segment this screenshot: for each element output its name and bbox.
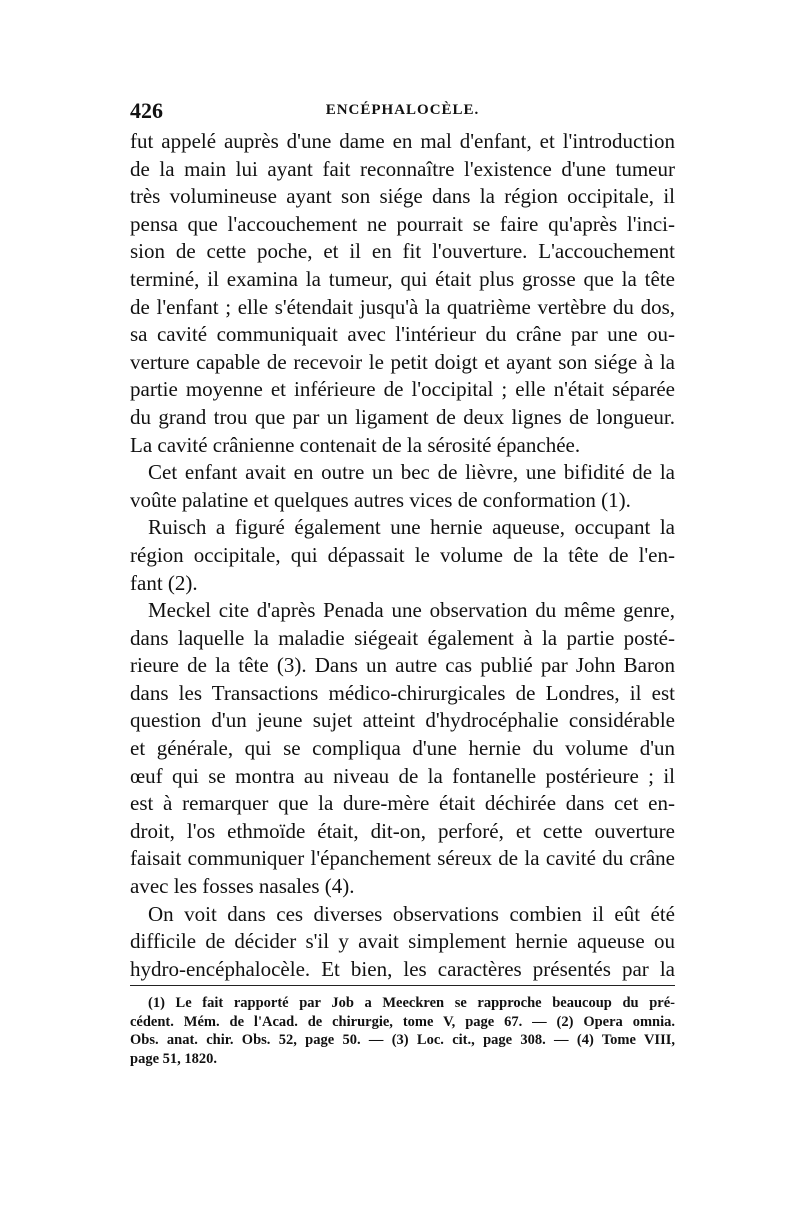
text-line: On voit dans ces diverses observations combien il eût été xyxy=(148,901,675,926)
text-line: dans les Transactions médico-chirurgicales de Londres, il est xyxy=(130,680,675,705)
text-line: fut appelé auprès d'une dame en mal d'enfant, et l'introduction xyxy=(130,129,675,153)
text-line: de la main lui ayant fait reconnaître l'existence d'une tumeur xyxy=(130,156,675,181)
text-line: avec les fosses nasales (4). xyxy=(130,874,355,899)
text-line: région occipitale, qui dépassait le volume de la tête de l'en- xyxy=(130,542,675,567)
body-text xyxy=(130,128,675,983)
text-line: droit, l'os ethmoïde était, dit-on, perforé, et cette ouverture xyxy=(130,818,675,843)
footnote-line: Obs. anat. chir. Obs. 52, page 50. — (3) Loc. cit., page 308. — (4) Tome VIII, xyxy=(130,1032,675,1048)
text-line: fant (2). xyxy=(130,570,198,595)
running-head xyxy=(130,98,675,126)
text-line: question d'un jeune sujet atteint d'hydrocéphalie considérable xyxy=(130,708,675,733)
text-line: est à remarquer que la dure-mère était déchirée dans cet en- xyxy=(130,791,675,816)
text-line: rieure de la tête (3). Dans un autre cas publié par John Baron xyxy=(130,653,675,678)
text-line: hydro-encéphalocèle. Et bien, les caractères présentés par la xyxy=(130,956,675,981)
footnote-line: (1) Le fait rapporté par Job a Meeckren se rapproche beaucoup du pré- xyxy=(148,995,675,1011)
text-line: Cet enfant avait en outre un bec de lièvre, une bifidité de la xyxy=(148,460,675,485)
text-line: Ruisch a figuré également une hernie aqueuse, occupant la xyxy=(148,515,675,540)
text-line: œuf qui se montra au niveau de la fontanelle postérieure ; il xyxy=(130,763,675,788)
text-line: voûte palatine et quelques autres vices de conformation (1). xyxy=(130,487,631,512)
page-number: 426 xyxy=(130,98,163,123)
text-line: pensa que l'accouchement ne pourrait se faire qu'après l'inci- xyxy=(130,211,675,236)
text-line: sion de cette poche, et il en fit l'ouverture. L'accouchement xyxy=(130,239,675,264)
footnote-rule xyxy=(130,985,675,986)
text-line: La cavité crânienne contenait de la sérosité épanchée. xyxy=(130,432,581,457)
text-line: et générale, qui se compliqua d'une hernie du volume d'un xyxy=(130,736,675,761)
text-line: Meckel cite d'après Penada une observation du même genre, xyxy=(148,598,675,623)
text-line: faisait communiquer l'épanchement séreux de la cavité du crâne xyxy=(130,846,675,871)
running-title: ENCÉPHALOCÈLE. xyxy=(325,102,480,118)
text-line: terminé, il examina la tumeur, qui était plus grosse que la tête xyxy=(130,266,675,291)
text-line: du grand trou que par un ligament de deux lignes de longueur. xyxy=(130,404,675,429)
text-line: dans laquelle la maladie siégeait également à la partie posté- xyxy=(130,625,675,650)
text-line: très volumineuse ayant son siége dans la région occipitale, il xyxy=(130,184,675,209)
text-line: verture capable de recevoir le petit doigt et ayant son siége à la xyxy=(130,349,675,374)
text-line: difficile de décider s'il y avait simplement hernie aqueuse ou xyxy=(130,929,675,954)
footnotes xyxy=(130,994,675,1068)
text-line: sa cavité communiquait avec l'intérieur du crâne par une ou- xyxy=(130,322,675,347)
footnote-line: cédent. Mém. de l'Acad. de chirurgie, tome V, page 67. — (2) Opera omnia. xyxy=(130,1013,675,1030)
text-line: partie moyenne et inférieure de l'occipital ; elle n'était séparée xyxy=(130,377,675,402)
footnote-line: page 51, 1820. xyxy=(130,1050,217,1067)
text-line: de l'enfant ; elle s'étendait jusqu'à la quatrième vertèbre du dos, xyxy=(130,294,675,319)
